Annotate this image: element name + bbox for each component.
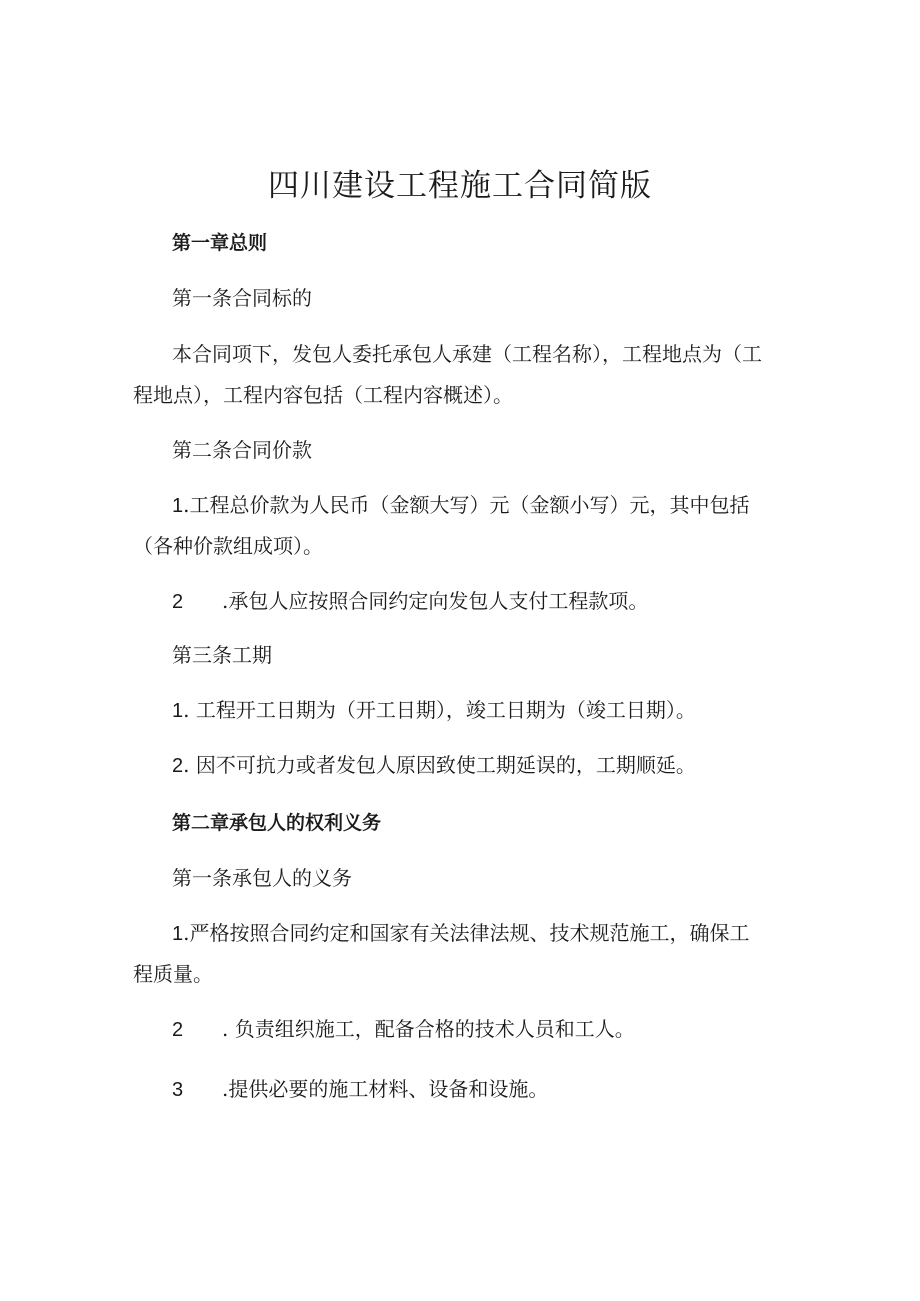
item-number: 2: [172, 591, 184, 613]
item-text: . 因不可抗力或者发包人原因致使工期延误的，工期顺延。: [183, 753, 696, 777]
article-1-paragraph-line1: 本合同项下，发包人委托承包人承建（工程名称），工程地点为（工: [172, 342, 762, 366]
item-number: 1: [172, 923, 184, 945]
item-text: .工程总价款为人民币（金额大写）元（金额小写）元，其中包括: [183, 493, 750, 517]
article-2-item-1-line1: [133, 484, 832, 527]
chapter-2-heading: 第二章承包人的权利义务: [172, 812, 382, 834]
chapter-2-article-1-heading: 第一条承包人的义务: [172, 866, 352, 890]
article-3-heading: 第三条工期: [172, 643, 272, 667]
chapter-2-article-1-item-2: [133, 1008, 832, 1051]
item-text: .提供必要的施工材料、设备和设施。: [222, 1077, 549, 1101]
article-3-item-2: [133, 744, 832, 787]
chapter-2-article-1-item-1-line1: [133, 912, 832, 955]
item-text: . 负责组织施工，配备合格的技术人员和工人。: [222, 1017, 635, 1041]
chapter-2-article-1-item-3: [133, 1068, 832, 1111]
item-text: .严格按照合同约定和国家有关法律法规、技术规范施工，确保工: [183, 921, 750, 945]
item-number: 1: [172, 700, 184, 722]
article-2-item-2: [133, 580, 832, 623]
item-number: 2: [172, 1019, 184, 1041]
article-1-paragraph-line2: 程地点），工程内容包括（工程内容概述）。: [133, 383, 513, 407]
chapter-2-article-1-item-1-line2: 程质量。: [133, 962, 213, 986]
item-number: 2: [172, 755, 184, 777]
item-text: .承包人应按照合同约定向发包人支付工程款项。: [222, 589, 649, 613]
chapter-1-heading: 第一章总则: [172, 232, 268, 254]
article-2-item-1-line2: （各种价款组成项）。: [133, 534, 323, 558]
document-title: 四川建设工程施工合同简版: [268, 168, 652, 204]
item-number: 3: [172, 1079, 184, 1101]
article-2-heading: 第二条合同价款: [172, 438, 312, 462]
article-3-item-1: [133, 689, 832, 732]
item-text: . 工程开工日期为（开工日期），竣工日期为（竣工日期）。: [183, 698, 696, 722]
article-1-heading: 第一条合同标的: [172, 286, 312, 310]
item-number: 1: [172, 495, 184, 517]
